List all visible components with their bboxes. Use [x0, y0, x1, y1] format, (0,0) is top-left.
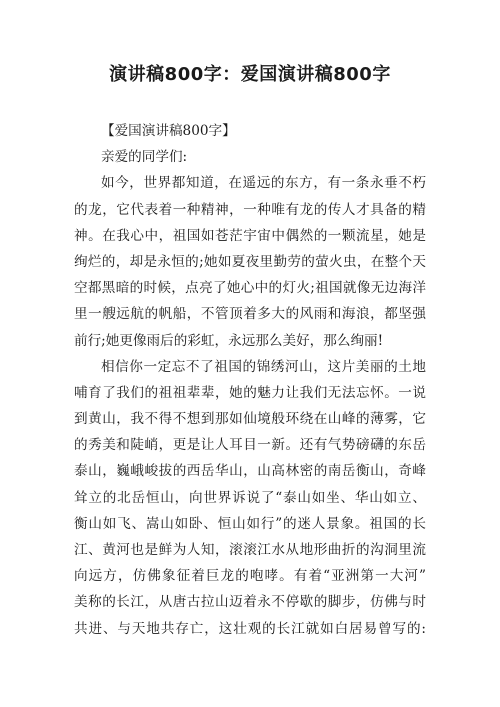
paragraph-line: 哺育了我们的祖祖辈辈，她的魅力让我们无法忘怀。一说 [74, 384, 426, 401]
paragraph-line: 相信你一定忘不了祖国的锦绣河山，这片美丽的土地 [101, 358, 426, 375]
paragraph-line: 向远方，仿佛象征着巨龙的咆哮。有着“亚洲第一大河” [74, 568, 426, 585]
paragraph-line: 前行;她更像雨后的彩虹，永远那么美好，那么绚丽! [74, 332, 384, 349]
paragraph-line: 衡山如飞、嵩山如卧、恒山如行”的迷人景象。祖国的长 [74, 515, 426, 532]
paragraph-line: 泰山，巍峨峻拔的西岳华山，山高林密的南岳衡山，奇峰 [74, 463, 426, 480]
salutation: 亲爱的同学们: [101, 149, 188, 166]
paragraph-line: 的秀美和陡峭，更是让人耳目一新。还有气势磅礴的东岳 [74, 437, 426, 454]
paragraph-line: 绚烂的，却是永恒的;她如夏夜里勤劳的萤火虫，在整个天 [74, 253, 426, 270]
paragraph-line: 空都黑暗的时候，点亮了她心中的灯火;祖国就像无边海洋 [74, 280, 426, 297]
document-body [74, 118, 426, 642]
section-heading: 【爱国演讲稿800字】 [101, 123, 236, 139]
paragraph-line: 里一艘远航的帆船，不管顶着多大的风雨和海浪，都坚强 [74, 306, 426, 323]
paragraph-line: 耸立的北岳恒山，向世界诉说了“泰山如坐、华山如立、 [74, 489, 426, 506]
paragraph-line: 神。在我心中，祖国如苍茫宇宙中偶然的一颗流星，她是 [74, 227, 426, 244]
paragraph-line: 共进、与天地共存亡，这壮观的长江就如白居易曾写的: [74, 620, 426, 637]
paragraph-line: 的龙，它代表着一种精神，一种唯有龙的传人才具备的精 [74, 201, 426, 218]
paragraph-line: 到黄山，我不得不想到那如仙境般环绕在山峰的薄雾，它 [74, 411, 426, 428]
paragraph-line: 江、黄河也是鲜为人知，滚滚江水从地形曲折的沟洞里流 [74, 542, 426, 558]
paragraph-line: 如今，世界都知道，在遥远的东方，有一条永垂不朽 [101, 175, 426, 192]
document-title: 演讲稿800字：爱国演讲稿800字 [109, 64, 391, 85]
paragraph-line: 美称的长江，从唐古拉山迈着永不停歇的脚步，仿佛与时 [74, 594, 426, 611]
